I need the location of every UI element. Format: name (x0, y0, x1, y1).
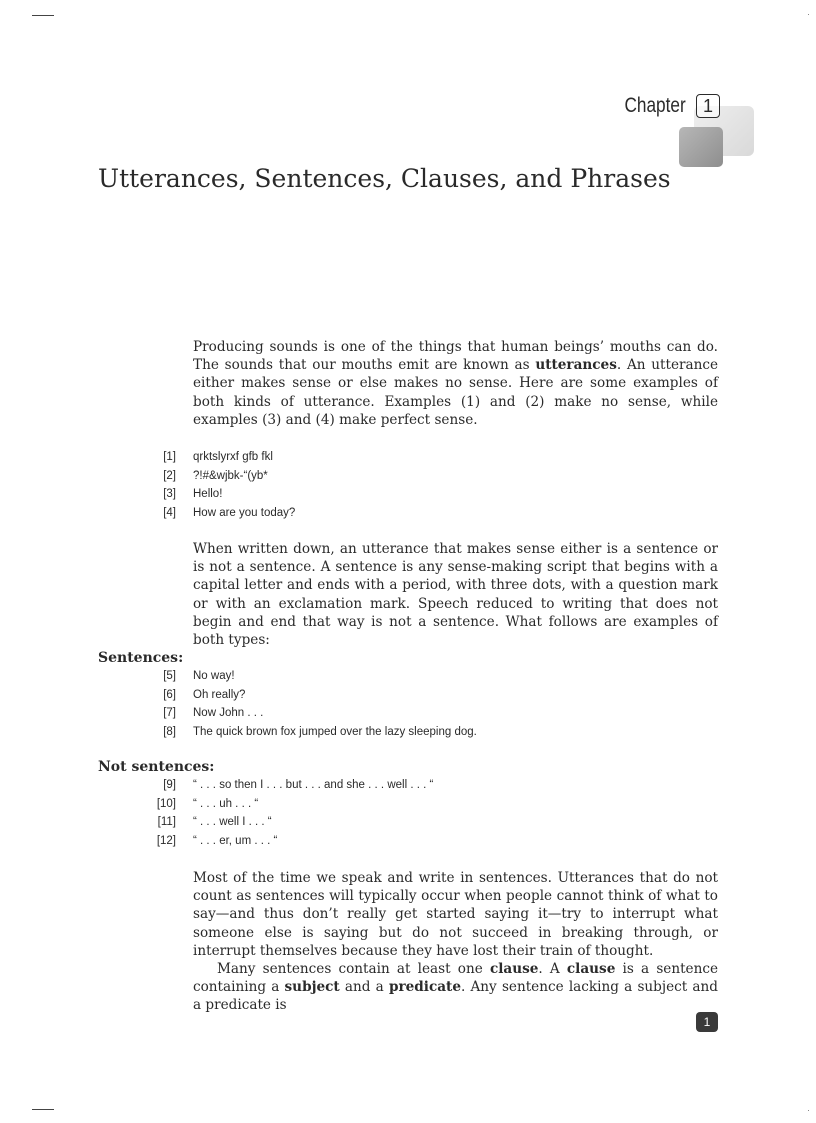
example-number: [12] (156, 834, 176, 847)
example-number: [5] (163, 670, 176, 682)
example-item (140, 686, 700, 705)
example-number: [8] (163, 725, 176, 738)
crop-mark-bottom-right (808, 1110, 809, 1111)
page-number: 1 (696, 1012, 718, 1032)
example-number: [9] (163, 779, 176, 791)
example-item (140, 832, 700, 851)
crop-mark-bottom-left (32, 1109, 54, 1110)
examples-list-nonsense (140, 448, 700, 522)
example-item (140, 795, 700, 814)
example-number: [6] (163, 688, 176, 701)
text-run: Producing sounds is one of the things that human beings’ mouths can do. The sounds that our mouths emit are known as (193, 339, 718, 374)
example-number: [2] (163, 469, 176, 482)
example-item (140, 704, 700, 723)
example-text: Oh really? (193, 688, 246, 701)
example-number: [11] (157, 816, 176, 828)
example-item (140, 723, 700, 742)
example-text: ?!#&wjbk-“(yb* (193, 469, 268, 482)
chapter-label: Chapter (624, 94, 686, 117)
example-text: qrktslyrxf gfb fkl (193, 451, 273, 463)
example-number: [3] (163, 488, 176, 500)
example-item (140, 485, 700, 504)
paragraph-written-sentences: When written down, an utterance that makes sense either is a sentence or is not a sentence. A sentence is any sense-making script that begins with a capital letter and ends with a period, with three dots, with a question mark or with an exclamation mark. Speech reduced to writing that does not begin and end that way is not a sentence. What follows are examples of both types: (193, 541, 718, 649)
example-number: [7] (163, 707, 176, 719)
example-text: “ . . . er, um . . . “ (193, 834, 278, 847)
example-number: [1] (163, 451, 176, 463)
example-text: The quick brown fox jumped over the lazy sleeping dog. (193, 725, 477, 738)
example-number: [10] (156, 797, 176, 810)
text-run: . An utterance either makes sense or else makes no sense. Here are some examples of both kinds of utterance. Examples (1) and (2) make no sense, while examples (3) and (4) make perfect sense. (193, 357, 719, 428)
intro-paragraph (193, 338, 718, 429)
example-item (140, 667, 700, 686)
text-run: Many sentences contain at least one (217, 961, 490, 977)
example-text: Now John . . . (193, 707, 264, 719)
example-item (140, 776, 700, 795)
examples-list-not-sentences (140, 776, 700, 850)
chapter-decoration-dark (679, 127, 723, 167)
bold-term: subject (284, 979, 340, 996)
sentences-heading: Sentences: (98, 650, 184, 666)
text-run: is a sentence containing a (193, 961, 719, 996)
example-item (140, 448, 700, 467)
example-text: “ . . . so then I . . . but . . . and she . . . well . . . “ (193, 779, 434, 791)
example-item (140, 813, 700, 832)
chapter-number: 1 (696, 94, 720, 118)
page-title: Utterances, Sentences, Clauses, and Phrases (98, 164, 671, 193)
text-run: . Any sentence lacking a subject and a predicate is (193, 979, 718, 1014)
example-number: [4] (163, 506, 176, 519)
chapter-header (580, 94, 720, 120)
crop-mark-top-left (32, 15, 54, 16)
bold-term: utterances (535, 357, 617, 374)
crop-mark-top-right (808, 14, 809, 15)
example-text: “ . . . well I . . . “ (193, 816, 272, 828)
text-run: and a (339, 979, 389, 996)
example-text: How are you today? (193, 506, 296, 519)
bold-term: clause (489, 961, 539, 977)
bold-term: clause (566, 961, 616, 977)
example-item (140, 504, 700, 523)
paragraph-speech: Most of the time we speak and write in sentences. Utterances that do not count as sentences will typically occur when people cannot think of what to say—and thus don’t really get started saying it—try to interrupt what someone else is saying but do not succeed in breaking through, or interrupt themselves because they have lost their train of thought. (193, 870, 718, 959)
example-text: Hello! (193, 488, 223, 500)
text-run: . A (538, 961, 567, 977)
paragraph-clauses (193, 960, 718, 1015)
example-item (140, 467, 700, 486)
example-text: No way! (193, 670, 235, 682)
bold-term: predicate (388, 979, 461, 996)
examples-list-sentences (140, 667, 700, 741)
not-sentences-heading: Not sentences: (98, 759, 215, 775)
example-text: “ . . . uh . . . “ (193, 797, 259, 810)
